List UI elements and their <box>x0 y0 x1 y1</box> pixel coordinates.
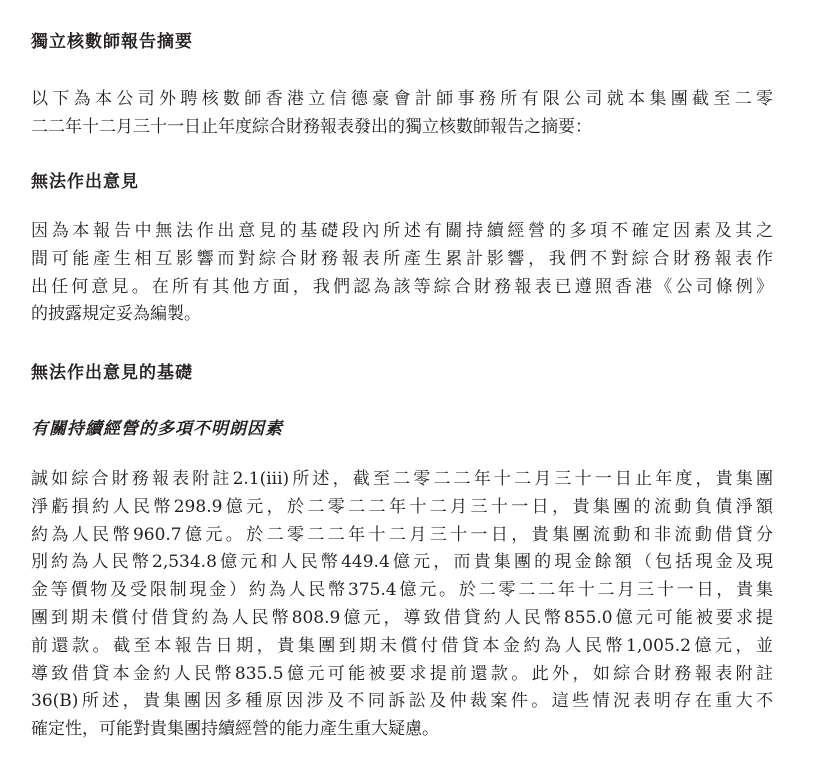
going-concern-paragraph <box>31 466 773 744</box>
paragraph-line: 確定性，可能對貴集團持續經營的能力產生重大疑慮。 <box>31 719 439 740</box>
paragraph-line: 約為人民幣960.7億元。於二零二二年十二月三十一日，貴集團流動和非流動借貸分 <box>31 524 773 545</box>
paragraph-line: 前還款。截至本報告日期，貴集團到期未償付借貸本金約為人民幣1,005.2億元，並 <box>31 635 773 656</box>
paragraph-line: 36(B)所述，貴集團因多種原因涉及不同訴訟及仲裁案件。這些情況表明存在重大不 <box>31 691 773 712</box>
paragraph-line: 因為本報告中無法作出意見的基礎段內所述有關持續經營的多項不確定因素及其之 <box>31 221 773 241</box>
paragraph-line: 出任何意見。在所有其他方面，我們認為該等綜合財務報表已遵照香港《公司條例》 <box>31 276 773 297</box>
disclaimer-paragraph <box>31 218 773 329</box>
paragraph-line: 淨虧損約人民幣298.9億元，於二零二二年十二月三十一日，貴集團的流動負債淨額 <box>31 496 773 517</box>
paragraph-line: 別約為人民幣2,534.8億元和人民幣449.4億元，而貴集團的現金餘額（包括現金及現 <box>31 552 773 573</box>
paragraph-line: 間可能產生相互影響而對綜合財務報表所產生累計影響，我們不對綜合財務報表作 <box>31 248 773 269</box>
intro-line: 二二年十二月三十一日止年度綜合財務報表發出的獨立核數師報告之摘要： <box>31 116 592 137</box>
paragraph-line: 團到期未償付借貸約為人民幣808.9億元，導致借貸約人民幣855.0億元可能被要求提 <box>31 607 773 628</box>
subsection-heading-going-concern: 有關持續經營的多項不明朗因素 <box>31 419 283 439</box>
intro-line: 以下為本公司外聘核數師香港立信德豪會計師事務所有限公司就本集團截至二零 <box>31 89 773 109</box>
paragraph-line: 的披露規定妥為編製。 <box>31 304 201 325</box>
page-title: 獨立核數師報告摘要 <box>31 32 193 52</box>
intro-paragraph <box>31 86 773 142</box>
paragraph-line: 金等價物及受限制現金）約為人民幣375.4億元。於二零二二年十二月三十一日，貴集 <box>31 580 773 601</box>
section-heading-basis: 無法作出意見的基礎 <box>31 363 193 383</box>
section-heading-disclaimer: 無法作出意見 <box>31 172 139 192</box>
paragraph-line: 誠如綜合財務報表附註2.1(iii)所述，截至二零二二年十二月三十一日止年度，貴集團 <box>31 469 773 489</box>
paragraph-line: 導致借貸本金約人民幣835.5億元可能被要求提前還款。此外，如綜合財務報表附註 <box>31 663 773 684</box>
